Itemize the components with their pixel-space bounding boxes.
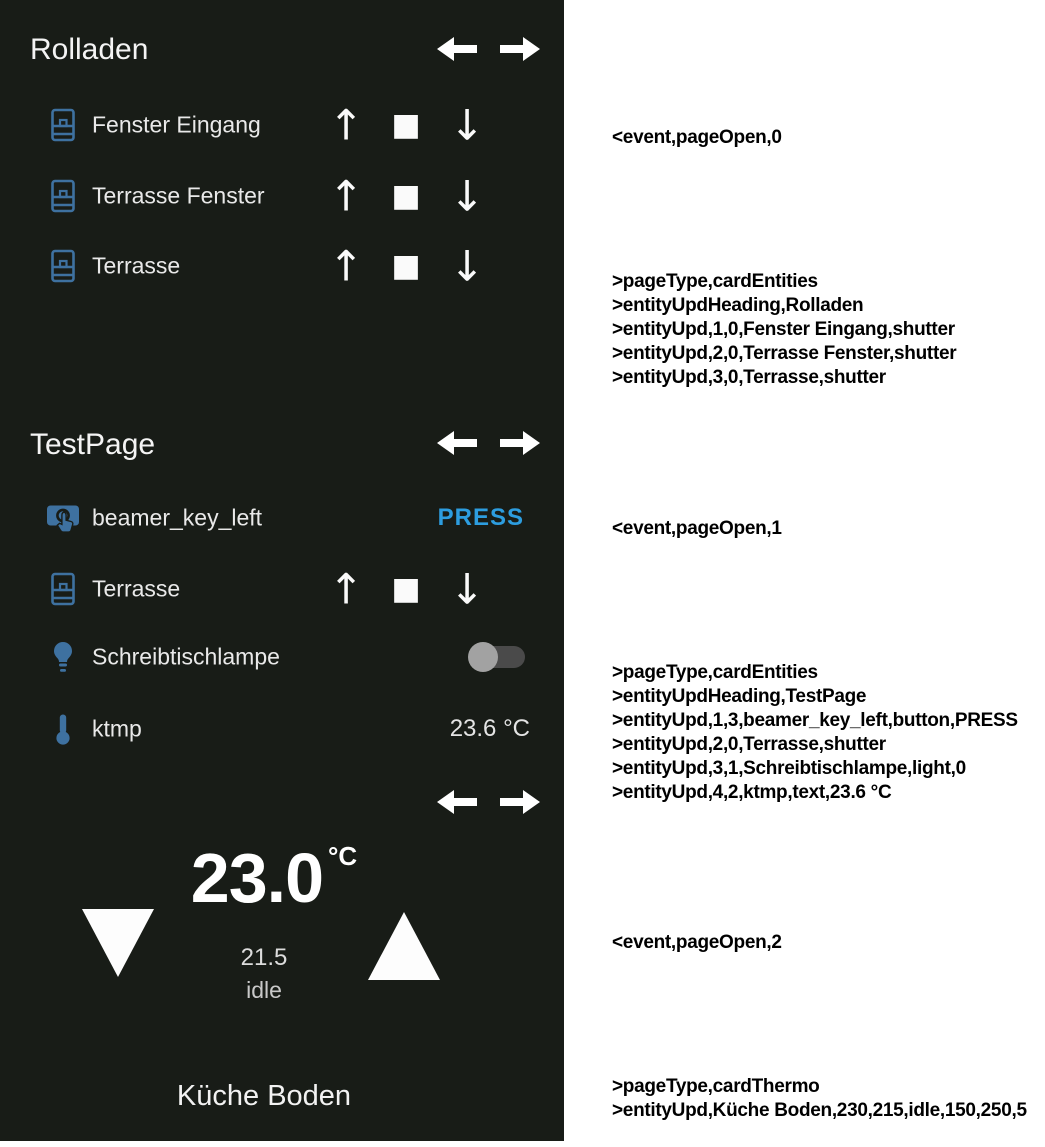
window-shutter-icon — [46, 250, 80, 283]
nav-prev-button[interactable] — [437, 428, 477, 458]
shutter-up-button[interactable]: ↑ — [328, 564, 364, 614]
log-event-line: <event,pageOpen,0 — [612, 127, 782, 148]
shutter-stop-button[interactable]: ■ — [388, 248, 424, 284]
temperature-unit: °C — [328, 841, 358, 871]
nav-next-button[interactable] — [500, 34, 540, 64]
entity-label: beamer_key_left — [92, 504, 263, 531]
entity-row — [0, 564, 564, 614]
arrow-left-icon — [437, 428, 477, 458]
shutter-up-button[interactable]: ↑ — [328, 171, 364, 221]
log-line: >entityUpd,1,3,beamer_key_left,button,PRESS — [612, 710, 1018, 731]
log-event-line: <event,pageOpen,1 — [612, 518, 782, 539]
lightbulb-icon — [46, 641, 80, 673]
shutter-stop-button[interactable]: ■ — [388, 178, 424, 214]
arrow-left-icon — [437, 34, 477, 64]
triangle-down-icon — [82, 909, 154, 977]
shutter-up-button[interactable]: ↑ — [328, 241, 364, 291]
gesture-tap-button-icon — [46, 502, 80, 535]
shutter-stop-button[interactable]: ■ — [388, 107, 424, 143]
log-line: >entityUpd,2,0,Terrasse Fenster,shutter — [612, 343, 957, 364]
log-line: >entityUpd,1,0,Fenster Eingang,shutter — [612, 319, 955, 340]
log-event-line: <event,pageOpen,2 — [612, 932, 782, 953]
log-line: >pageType,cardEntities — [612, 662, 818, 683]
toggle-knob — [468, 642, 498, 672]
log-line: >entityUpd,3,1,Schreibtischlampe,light,0 — [612, 758, 966, 779]
arrow-right-icon — [500, 787, 540, 817]
arrow-right-icon — [500, 34, 540, 64]
log-line: >entityUpd,3,0,Terrasse,shutter — [612, 367, 886, 388]
log-line: >entityUpd,Küche Boden,230,215,idle,150,250,5 — [612, 1100, 1027, 1121]
entity-row — [0, 707, 564, 751]
light-toggle[interactable] — [468, 642, 526, 672]
shutter-down-button[interactable]: ↓ — [449, 100, 485, 150]
arrow-left-icon — [437, 787, 477, 817]
temp-up-button[interactable] — [368, 911, 440, 981]
current-temperature-value: 23.0 — [190, 839, 324, 917]
log-line: >entityUpd,2,0,Terrasse,shutter — [612, 734, 886, 755]
entity-row — [0, 100, 564, 150]
log-line: >pageType,cardEntities — [612, 271, 818, 292]
log-lines — [612, 661, 1018, 805]
arrow-right-icon — [500, 428, 540, 458]
nav-prev-button[interactable] — [437, 787, 477, 817]
log-block-page0 — [612, 78, 956, 414]
hvac-state: idle — [246, 977, 282, 1003]
sensor-value: 23.6 °C — [449, 715, 530, 742]
log-gap — [612, 1003, 1027, 1027]
window-shutter-icon — [46, 573, 80, 606]
card-heading-rolladen: Rolladen — [30, 33, 149, 66]
nav-arrows — [437, 34, 540, 64]
entity-row — [0, 241, 564, 291]
press-button[interactable]: PRESS — [437, 504, 524, 531]
thermostat-name: Küche Boden — [176, 1080, 352, 1112]
log-line: >entityUpdHeading,TestPage — [612, 686, 867, 707]
entity-label: Fenster Eingang — [92, 111, 261, 138]
log-gap — [612, 198, 956, 222]
log-lines — [612, 270, 956, 390]
target-temperature: 21.5 — [240, 944, 288, 971]
nav-prev-button[interactable] — [437, 34, 477, 64]
entity-row — [0, 496, 564, 540]
log-block-page2 — [612, 883, 1027, 1147]
nav-next-button[interactable] — [500, 787, 540, 817]
nav-arrows — [437, 787, 540, 817]
shutter-down-button[interactable]: ↓ — [449, 171, 485, 221]
temp-down-button[interactable] — [82, 908, 154, 978]
log-gap — [612, 589, 1018, 613]
nav-next-button[interactable] — [500, 428, 540, 458]
shutter-stop-button[interactable]: ■ — [388, 571, 424, 607]
thermometer-icon — [46, 713, 80, 745]
entity-label: Terrasse — [92, 575, 181, 602]
shutter-down-button[interactable]: ↓ — [449, 241, 485, 291]
triangle-up-icon — [368, 912, 440, 980]
card-heading-testpage: TestPage — [30, 428, 156, 461]
entity-row — [0, 171, 564, 221]
window-shutter-icon — [46, 180, 80, 213]
nav-arrows — [437, 428, 540, 458]
entity-label: ktmp — [92, 715, 142, 742]
shutter-down-button[interactable]: ↓ — [449, 564, 485, 614]
entity-label: Terrasse Fenster — [92, 182, 265, 209]
log-line: >entityUpd,4,2,ktmp,text,23.6 °C — [612, 782, 892, 803]
current-temperature — [190, 839, 358, 917]
log-line: >entityUpdHeading,Rolladen — [612, 295, 864, 316]
entity-row — [0, 635, 564, 679]
log-block-page1 — [612, 469, 1018, 829]
log-line: >pageType,cardThermo — [612, 1076, 820, 1097]
entity-label: Schreibtischlampe — [92, 643, 280, 670]
log-lines — [612, 1075, 1027, 1123]
entity-label: Terrasse — [92, 252, 181, 279]
shutter-up-button[interactable]: ↑ — [328, 100, 364, 150]
window-shutter-icon — [46, 109, 80, 142]
